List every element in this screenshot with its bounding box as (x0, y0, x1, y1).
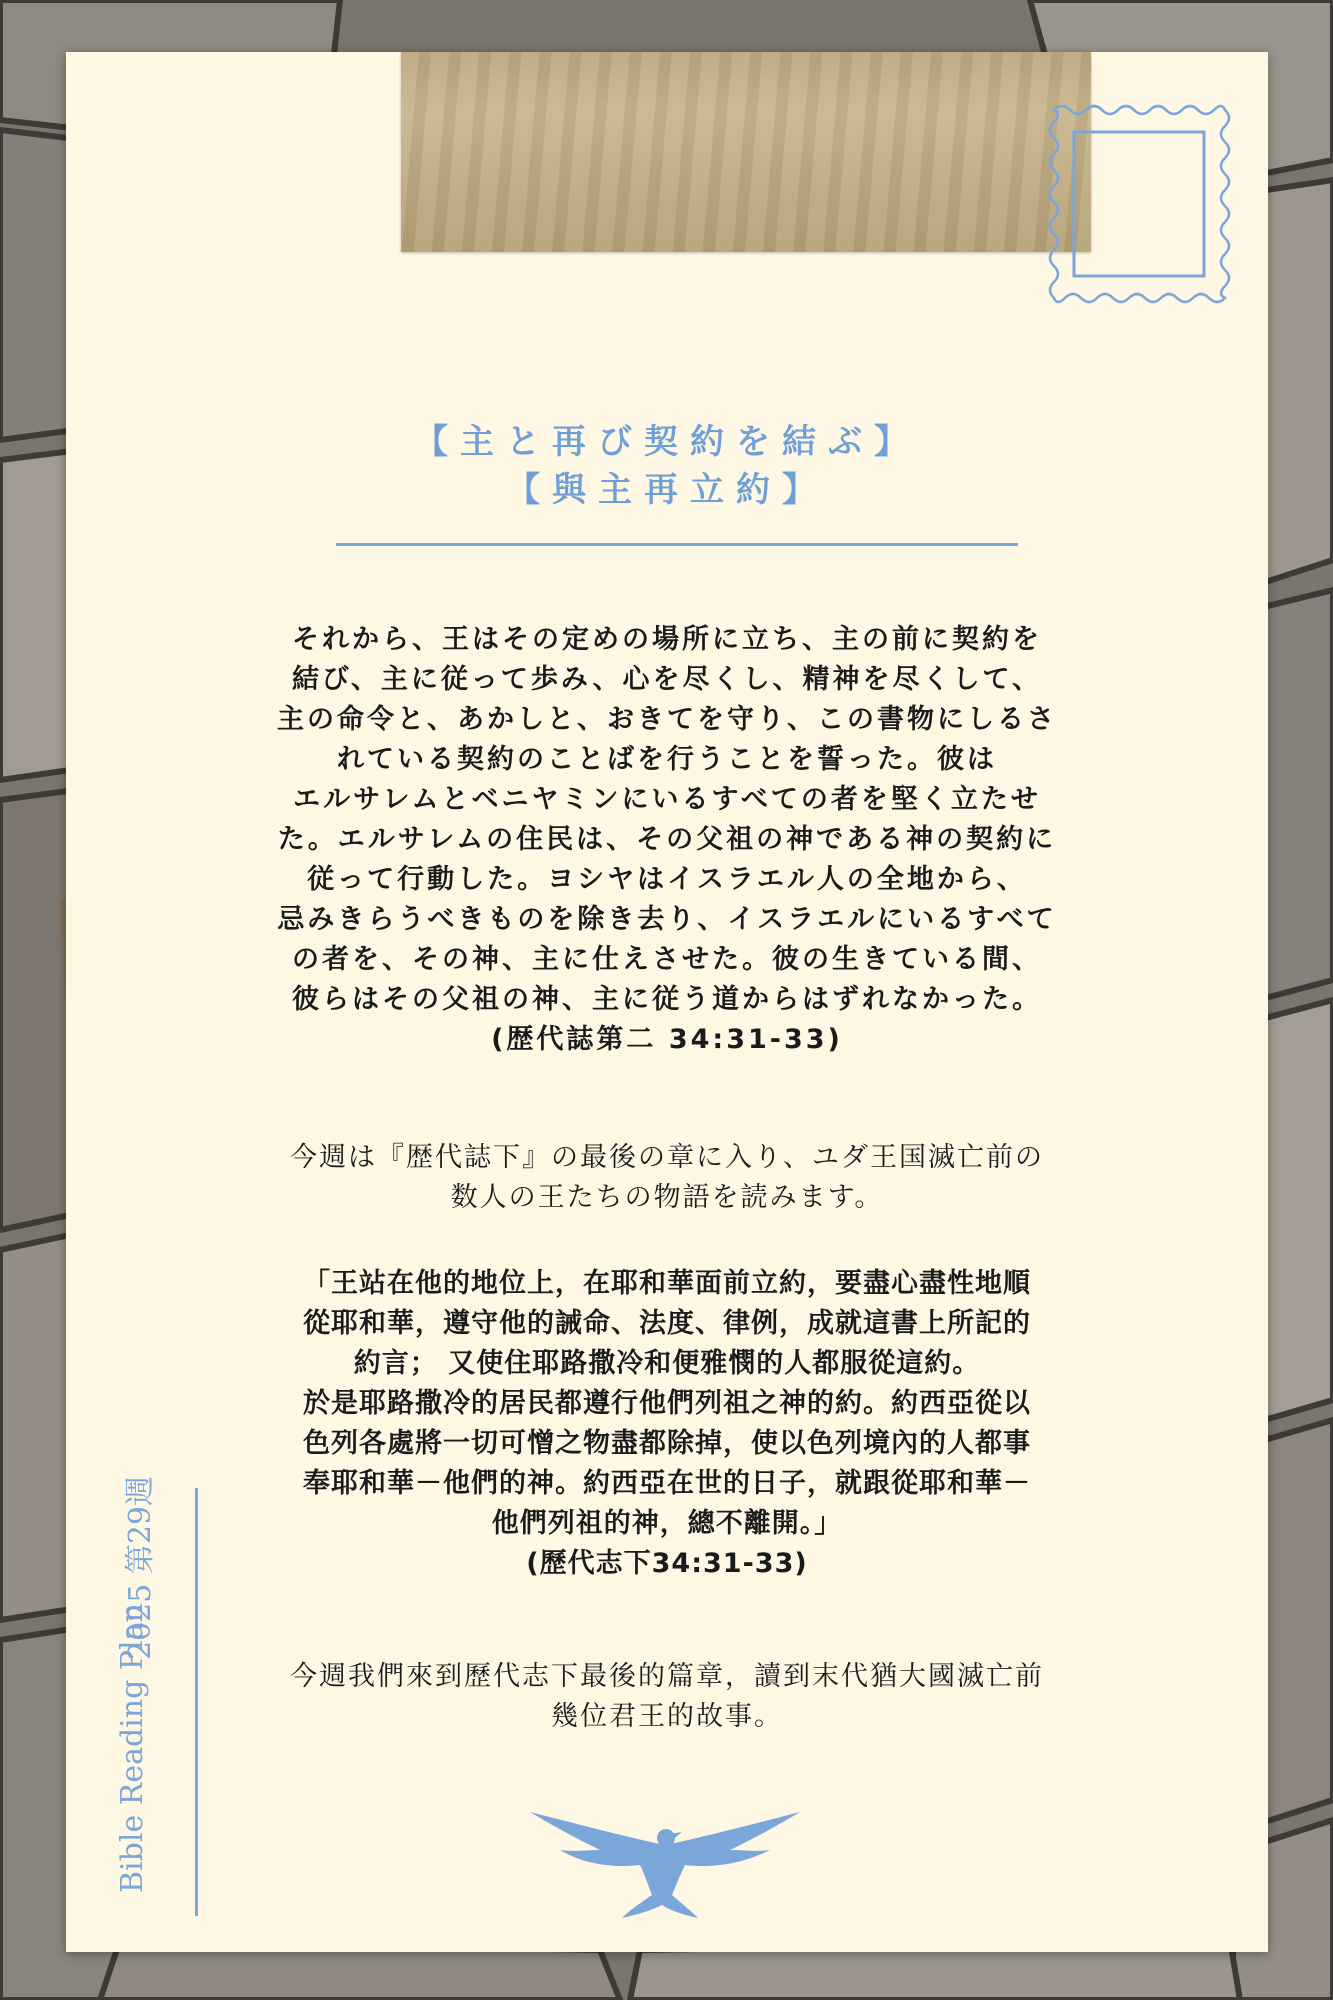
summary-chinese (200, 1657, 1134, 1737)
verse-jp-line: 主の命令と、あかしと、おきてを守り、この書物にしるさ (277, 704, 1057, 735)
summary-japanese (200, 1138, 1134, 1218)
verse-zh-line: 他們列祖的神，總不離開。」 (491, 1508, 843, 1539)
verse-zh-line: 「王站在他的地位上，在耶和華面前立約，要盡心盡性地順 (303, 1268, 1031, 1299)
verse-jp-line: エルサレムとベニヤミンにいるすべての者を堅く立たせ (293, 784, 1041, 815)
verse-zh-line: 奉耶和華－他們的神。約西亞在世的日子，就跟從耶和華－ (303, 1468, 1031, 1499)
verse-jp-line: それから、王はその定めの場所に立ち、主の前に契約を (292, 624, 1042, 655)
verse-jp-reference: (歴代誌第二 34:31-33) (491, 1024, 843, 1055)
verse-jp-line: 彼らはその父祖の神、主に従う道からはずれなかった。 (292, 984, 1042, 1015)
verse-jp-line: た。エルサレムの住民は、その父祖の神である神の契約に (277, 824, 1057, 855)
summary-zh-line: 幾位君王的故事。 (551, 1701, 783, 1732)
verse-zh-line: 從耶和華，遵守他的誡命、法度、律例，成就這書上所記的 (303, 1308, 1031, 1339)
title-divider (336, 543, 1018, 546)
sidebar-plan: Bible Reading Plan (115, 1603, 150, 1893)
title-japanese: 【主と再び契約を結ぶ】 (414, 422, 920, 462)
sidebar-week: 2025 第29週 (123, 1475, 158, 1660)
summary-jp-line: 今週は『歴代誌下』の最後の章に入り、ユダ王国滅亡前の (290, 1142, 1044, 1173)
verse-jp-line: 忌みきらうべきものを除き去り、イスラエルにいるすべて (277, 904, 1057, 935)
title-chinese: 【與主再立約】 (506, 470, 828, 510)
title (66, 418, 1268, 514)
summary-jp-line: 数人の王たちの物語を読みます。 (450, 1182, 884, 1213)
verse-jp-line: 結び、主に従って歩み、心を尽くし、精神を尽くして、 (292, 664, 1042, 695)
sidebar-rule (195, 1488, 198, 1916)
verse-zh-reference: (歷代志下34:31-33) (526, 1548, 808, 1579)
verse-japanese (200, 620, 1134, 1060)
postage-stamp-icon (1044, 100, 1234, 308)
verse-jp-line: の者を、その神、主に仕えさせた。彼の生きている間、 (292, 944, 1042, 975)
verse-jp-line: 従って行動した。ヨシヤはイスラエル人の全地から、 (307, 864, 1027, 895)
verse-jp-line: れている契約のことばを行うことを誓った。彼は (337, 744, 997, 775)
eagle-icon (530, 1810, 800, 1920)
verse-zh-line: 約言； 又使住耶路撒冷和便雅憫的人都服從這約。 (353, 1348, 981, 1379)
verse-zh-line: 色列各處將一切可憎之物盡都除掉，使以色列境內的人都事 (303, 1428, 1031, 1459)
verse-chinese (200, 1264, 1134, 1584)
masking-tape (401, 52, 1091, 252)
summary-zh-line: 今週我們來到歷代志下最後的篇章，讀到末代猶大國滅亡前 (290, 1661, 1044, 1692)
verse-zh-line: 於是耶路撒冷的居民都遵行他們列祖之神的約。約西亞從以 (303, 1388, 1031, 1419)
